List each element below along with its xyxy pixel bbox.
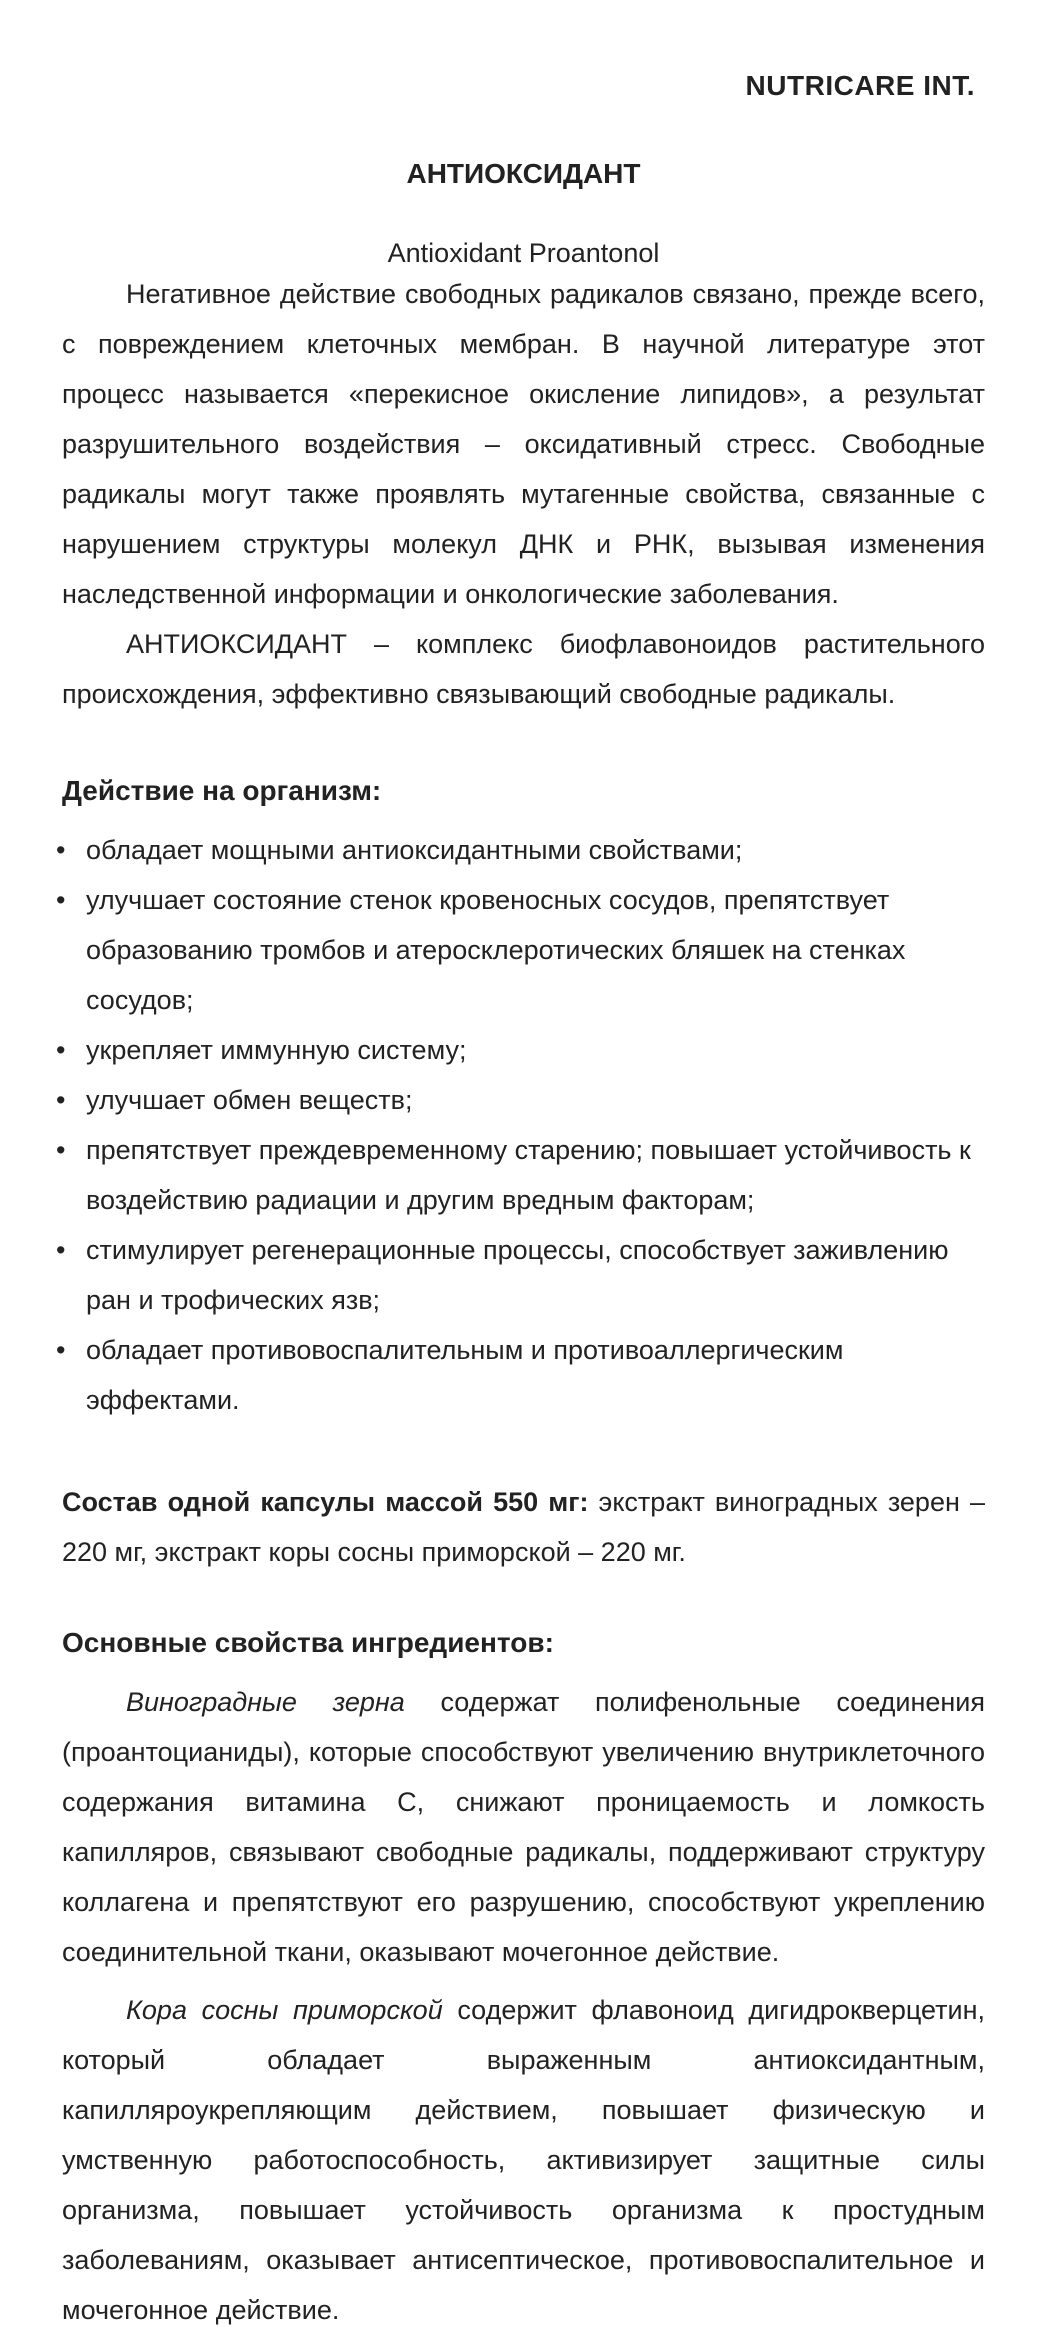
list-item-text: обладает противовоспалительным и противоаллергическим эффектами. — [86, 1335, 844, 1415]
intro-paragraph-1: Негативное действие свободных радикалов связано, прежде всего, с повреждением клеточных мембран. В научной литературе этот процесс называется «перекисное окисление липидов», а результат разрушительного воздействия – оксидативный стресс. Свободные радикалы могут также проявлять мутагенные свойства, связанные с нарушением структуры молекул ДНК и РНК, вызывая изменения наследственной информации и онкологические заболевания. — [62, 279, 985, 609]
product-title: АНТИОКСИДАНТ — [406, 158, 641, 189]
bullet-icon: • — [56, 1335, 66, 1365]
pine-bark-text: содержит флавоноид дигидрокверцетин, который обладает выраженным антиоксидантным, капилляроукрепляющим действием, повышает физическую и умственную работоспособность, активизирует защитные силы организма, повышает устойчивость организма к простудным заболеваниям, оказывает антисептическое, противовоспалительное и мочегонное действие. — [62, 1995, 985, 2325]
effects-list — [56, 825, 985, 1425]
list-item-text: улучшает обмен веществ; — [86, 1085, 413, 1115]
grape-seed-name: Виноградные зерна — [126, 1687, 405, 1717]
intro-paragraph-2: АНТИОКСИДАНТ – комплекс биофлавоноидов растительного происхождения, эффективно связывающий свободные радикалы. — [62, 629, 985, 709]
bullet-icon: • — [56, 1085, 66, 1115]
list-item-text: улучшает состояние стенок кровеносных сосудов, препятствует образованию тромбов и атеросклеротических бляшек на стенках сосудов; — [86, 885, 906, 1015]
list-item — [56, 1225, 985, 1325]
bullet-icon: • — [56, 1235, 66, 1265]
list-item-text: стимулирует регенерационные процессы, способствует заживлению ран и трофических язв; — [86, 1235, 949, 1315]
ingredients-heading: Основные свойства ингредиентов: — [62, 1627, 554, 1658]
bullet-icon: • — [56, 1035, 66, 1065]
bullet-icon: • — [56, 835, 66, 865]
grape-seed-text: содержат полифенольные соединения (проантоцианиды), которые способствуют увеличению внутриклеточного содержания витамина С, снижают проницаемость и ломкость капилляров, связывают свободные радикалы, поддерживают структуру коллагена и препятствуют его разрушению, способствуют укреплению соединительной ткани, оказывают мочегонное действие. — [62, 1687, 985, 1967]
list-item — [56, 825, 985, 875]
list-item — [56, 875, 985, 1025]
product-subtitle: Antioxidant Proantonol — [387, 238, 660, 268]
composition-label: Состав одной капсулы массой 550 мг: — [62, 1487, 589, 1517]
list-item-text: обладает мощными антиоксидантными свойствами; — [86, 835, 743, 865]
pine-bark-name: Кора сосны приморской — [126, 1995, 443, 2025]
bullet-icon: • — [56, 885, 66, 915]
list-item-text: препятствует преждевременному старению; повышает устойчивость к воздействию радиации и другим вредным факторам; — [86, 1135, 971, 1215]
bullet-icon: • — [56, 1135, 66, 1165]
composition-text: экстракт виноградных зерен – 220 мг, экстракт коры сосны приморской – 220 мг. — [62, 1487, 985, 1567]
list-item-text: укрепляет иммунную систему; — [86, 1035, 467, 1065]
list-item — [56, 1125, 985, 1225]
list-item — [56, 1075, 985, 1125]
list-item — [56, 1325, 985, 1425]
company-name: NUTRICARE INT. — [745, 70, 975, 101]
list-item — [56, 1025, 985, 1075]
pine-bark-paragraph — [62, 1985, 985, 2335]
effects-heading: Действие на организм: — [62, 775, 382, 806]
composition-paragraph — [62, 1477, 985, 1577]
grape-seed-paragraph — [62, 1677, 985, 1977]
